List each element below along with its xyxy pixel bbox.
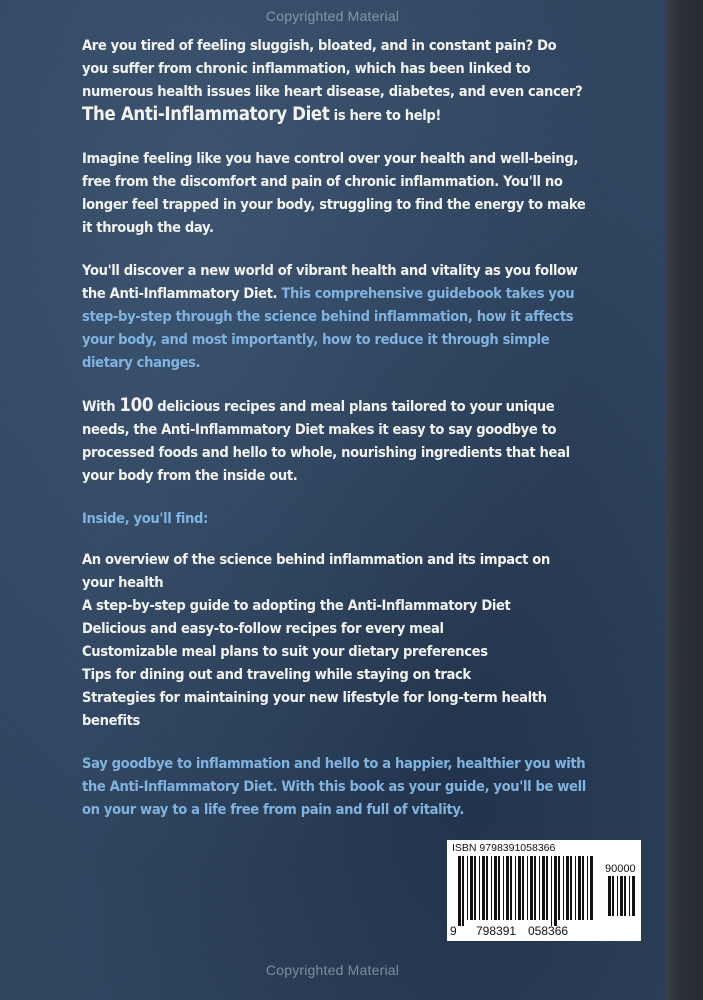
- barcode-bar: [554, 856, 557, 926]
- blurb-text: [82, 34, 586, 821]
- barcode-bar: [474, 856, 476, 920]
- guidebook-text: This comprehensive guidebook takes you step-by-step through the science behind inflammation, how it affects your body, and most importantly, how to reduce it through simple dietary changes.: [82, 285, 575, 371]
- watermark-bottom: Copyrighted Material: [265, 962, 400, 978]
- barcode-bar: [582, 856, 584, 920]
- feature-list: [82, 548, 586, 732]
- barcode-bar: [467, 856, 468, 920]
- barcode-bar: [542, 856, 545, 920]
- list-item: Tips for dining out and traveling while staying on track: [82, 666, 471, 683]
- list-item: A step-by-step guide to adopting the Anti-Inflammatory Diet: [82, 597, 511, 614]
- barcode-bar: [551, 856, 552, 926]
- paragraph-discover: [82, 259, 586, 374]
- barcode-bar: [575, 856, 576, 920]
- barcode-bar: [458, 856, 461, 926]
- inside-heading: Inside, you'll find:: [82, 510, 208, 527]
- paragraph-recipes: [82, 394, 586, 487]
- barcode-bar: [629, 876, 630, 916]
- price-barcode-bars: [600, 876, 640, 936]
- barcode-bar: [558, 856, 560, 920]
- barcode-bar: [482, 856, 485, 920]
- recipes-intro: With: [82, 398, 120, 415]
- watermark-top: Copyrighted Material: [265, 8, 400, 24]
- intro-tail: is here to help!: [329, 107, 442, 124]
- barcode-bar: [539, 856, 540, 920]
- barcode-bar: [494, 856, 497, 920]
- intro-text: Are you tired of feeling sluggish, bloated, and in constant pain? Do you suffer from chronic inflammation, which has been linked to numerous health issues like heart disease, diabetes, and even cancer?: [82, 37, 583, 100]
- barcode-bar: [470, 856, 473, 920]
- barcode-bar: [486, 856, 488, 920]
- barcode-bar: [515, 856, 516, 920]
- list-item: Strategies for maintaining your new lifestyle for long-term health benefits: [82, 689, 547, 729]
- barcode-bar: [498, 856, 500, 920]
- isbn-label: ISBN 9798391058366: [452, 842, 556, 854]
- barcode-bar: [491, 856, 492, 920]
- barcode-bar: [590, 856, 593, 920]
- barcode-bar: [462, 856, 464, 926]
- recipes-text: delicious recipes and meal plans tailored to your unique needs, the Anti-Inflammatory Diet makes it easy to say goodbye to processed foods and hello to whole, nourishing ingredients that heal your body from the inside out.: [82, 398, 570, 484]
- barcode-bar: [534, 856, 536, 920]
- price-code: 90000: [605, 863, 636, 875]
- isbn-digit-group-left: 798391: [476, 924, 517, 938]
- isbn-digit-prefix: 9: [450, 924, 457, 938]
- list-item: An overview of the science behind inflammation and its impact on your health: [82, 551, 550, 591]
- barcode-bar: [506, 856, 509, 920]
- barcode-bar: [608, 876, 611, 916]
- list-item: Customizable meal plans to suit your dietary preferences: [82, 643, 488, 660]
- barcode-bar: [546, 856, 548, 920]
- book-title: The Anti-Inflammatory Diet: [82, 104, 330, 125]
- cover-edge: [665, 0, 703, 1000]
- barcode-bar: [503, 856, 504, 920]
- barcode-bar: [620, 876, 623, 916]
- barcode-bar: [570, 856, 572, 920]
- barcode-bar: [617, 876, 618, 916]
- barcode-bar: [624, 876, 626, 916]
- list-item: Delicious and easy-to-follow recipes for every meal: [82, 620, 444, 637]
- paragraph-closing: Say goodbye to inflammation and hello to a happier, healthier you with the Anti-Inflammatory Diet. With this book as your guide, you'll be well on your way to a life free from pain and full of vitality.: [82, 755, 586, 818]
- barcode-bar: [479, 856, 480, 920]
- paragraph-intro: [82, 34, 586, 127]
- paragraph-imagine: Imagine feeling like you have control over your health and well-being, free from the discomfort and pain of chronic inflammation. You'll no longer feel trapped in your body, struggling to find the energy to make it through the day.: [82, 150, 586, 236]
- isbn-barcode: [447, 840, 641, 941]
- barcode-bar: [632, 876, 635, 916]
- recipe-count: 100: [119, 395, 154, 416]
- barcode-bar: [518, 856, 521, 920]
- isbn-digit-group-right: 058366: [528, 924, 569, 938]
- barcode-bars: [450, 856, 600, 926]
- barcode-bar: [578, 856, 581, 920]
- barcode-bar: [566, 856, 569, 920]
- discover-text: You'll discover a new world of vibrant health and vitality as you follow the Anti-Inflammatory Diet.: [82, 262, 578, 302]
- barcode-bar: [530, 856, 533, 920]
- barcode-bar: [563, 856, 564, 920]
- barcode-bar: [510, 856, 512, 920]
- barcode-bar: [612, 876, 614, 916]
- barcode-bar: [522, 856, 524, 920]
- barcode-bar: [587, 856, 588, 920]
- barcode-bar: [527, 856, 528, 920]
